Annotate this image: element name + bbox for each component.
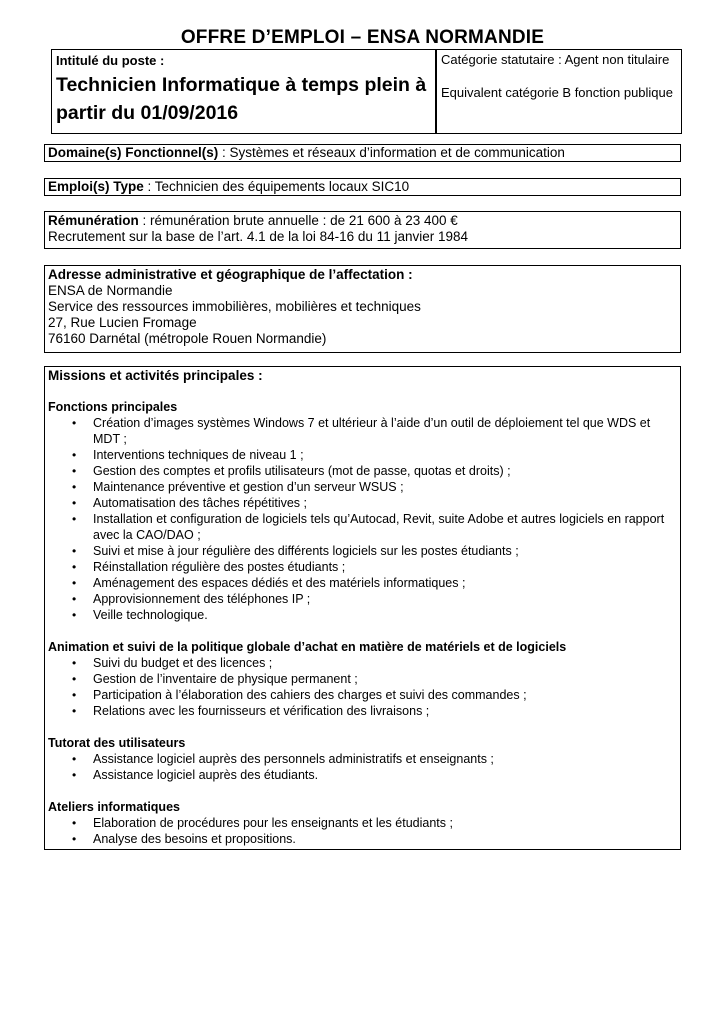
list-item: • Aménagement des espaces dédiés et des matériels informatiques ; bbox=[72, 576, 466, 590]
list-item: • Suivi et mise à jour régulière des différents logiciels sur les postes étudiants ; bbox=[72, 544, 519, 558]
list-item: • Automatisation des tâches répétitives ; bbox=[72, 496, 308, 510]
domaine-label: Domaine(s) Fonctionnel(s) bbox=[48, 145, 219, 160]
bullet-icon: • bbox=[72, 704, 77, 718]
bullet-icon: • bbox=[72, 464, 77, 478]
intitule-label: Intitulé du poste : bbox=[56, 53, 165, 68]
adresse-line: ENSA de Normandie bbox=[48, 283, 173, 298]
adresse-line: 76160 Darnétal (métropole Rouen Normandie) bbox=[48, 331, 327, 346]
list-item: • Gestion de l’inventaire de physique permanent ; bbox=[72, 672, 358, 686]
job-title: Technicien Informatique à temps plein à partir du 01/09/2016 bbox=[56, 74, 427, 124]
bullet-icon: • bbox=[72, 448, 77, 462]
categorie-statutaire: Catégorie statutaire : Agent non titulaire bbox=[441, 52, 670, 67]
recrutement-line: Recrutement sur la base de l’art. 4.1 de la loi 84-16 du 11 janvier 1984 bbox=[48, 229, 469, 244]
bullet-icon: • bbox=[72, 576, 77, 590]
status-box bbox=[436, 49, 682, 134]
bullet-icon: • bbox=[72, 560, 77, 574]
page-title: OFFRE D’EMPLOI – ENSA NORMANDIE bbox=[180, 27, 545, 48]
bullet-icon: • bbox=[72, 672, 77, 686]
list-item: • Analyse des besoins et propositions. bbox=[72, 832, 296, 846]
bullet-icon: • bbox=[72, 656, 77, 670]
list-item: • Maintenance préventive et gestion d’un serveur WSUS ; bbox=[72, 480, 404, 494]
domaine-box bbox=[44, 144, 681, 162]
bullet-icon: • bbox=[72, 416, 77, 430]
emploi-value: : Technicien des équipements locaux SIC10 bbox=[143, 179, 410, 194]
bullet-icon: • bbox=[72, 592, 77, 606]
bullet-list bbox=[48, 751, 677, 783]
list-item: • Approvisionnement des téléphones IP ; bbox=[72, 592, 311, 606]
list-item: • Suivi du budget et des licences ; bbox=[72, 656, 273, 670]
list-item: • Relations avec les fournisseurs et vérification des livraisons ; bbox=[72, 704, 430, 718]
list-item: • Assistance logiciel auprès des personnels administratifs et enseignants ; bbox=[72, 752, 494, 766]
section-title: Tutorat des utilisateurs bbox=[48, 736, 186, 750]
adresse-label: Adresse administrative et géographique de l’affectation : bbox=[48, 267, 413, 282]
adresse-line: 27, Rue Lucien Fromage bbox=[48, 315, 197, 330]
missions-box bbox=[44, 366, 681, 850]
list-item: • Assistance logiciel auprès des étudiants. bbox=[72, 768, 319, 782]
remuneration-label: Rémunération bbox=[48, 213, 139, 228]
bullet-icon: • bbox=[72, 768, 77, 782]
list-item: • Installation et configuration de logiciels tels qu’Autocad, Revit, suite Adobe et autres logiciels en rapport avec la CAO/DAO ; bbox=[72, 512, 665, 542]
bullet-icon: • bbox=[72, 752, 77, 766]
list-item: • Interventions techniques de niveau 1 ; bbox=[72, 448, 304, 462]
bullet-icon: • bbox=[72, 816, 77, 830]
section-title: Animation et suivi de la politique globale d’achat en matière de matériels et de logiciels bbox=[48, 640, 567, 654]
bullet-icon: • bbox=[72, 832, 77, 846]
list-item: • Réinstallation régulière des postes étudiants ; bbox=[72, 560, 346, 574]
adresse-line: Service des ressources immobilières, mobilières et techniques bbox=[48, 299, 421, 314]
list-item: • Gestion des comptes et profils utilisateurs (mot de passe, quotas et droits) ; bbox=[72, 464, 511, 478]
adresse-box bbox=[44, 265, 681, 353]
remuneration-box bbox=[44, 211, 681, 249]
emploi-box bbox=[44, 178, 681, 196]
bullet-icon: • bbox=[72, 480, 77, 494]
domaine-value: : Systèmes et réseaux d’information et de communication bbox=[218, 145, 565, 160]
section-title: Ateliers informatiques bbox=[48, 800, 180, 814]
bullet-icon: • bbox=[72, 512, 77, 526]
bullet-icon: • bbox=[72, 688, 77, 702]
bullet-list bbox=[48, 655, 677, 719]
remuneration-value: : rémunération brute annuelle : de 21 600 à 23 400 € bbox=[138, 213, 458, 228]
list-item: • Création d’images systèmes Windows 7 et ultérieur à l’aide d’un outil de déploiement tel que WDS et MDT ; bbox=[72, 416, 651, 446]
bullet-icon: • bbox=[72, 544, 77, 558]
job-title-box bbox=[51, 49, 436, 134]
bullet-icon: • bbox=[72, 608, 77, 622]
list-item: • Elaboration de procédures pour les enseignants et les étudiants ; bbox=[72, 816, 453, 830]
bullet-icon: • bbox=[72, 496, 77, 510]
emploi-label: Emploi(s) Type bbox=[48, 179, 144, 194]
list-item: • Participation à l’élaboration des cahiers des charges et suivi des commandes ; bbox=[72, 688, 527, 702]
missions-label: Missions et activités principales : bbox=[48, 368, 263, 383]
bullet-list bbox=[48, 815, 677, 847]
equivalent-categorie: Equivalent catégorie B fonction publique bbox=[441, 85, 673, 100]
list-item: • Veille technologique. bbox=[72, 608, 208, 622]
section-title: Fonctions principales bbox=[48, 400, 178, 414]
bullet-list bbox=[48, 415, 677, 623]
